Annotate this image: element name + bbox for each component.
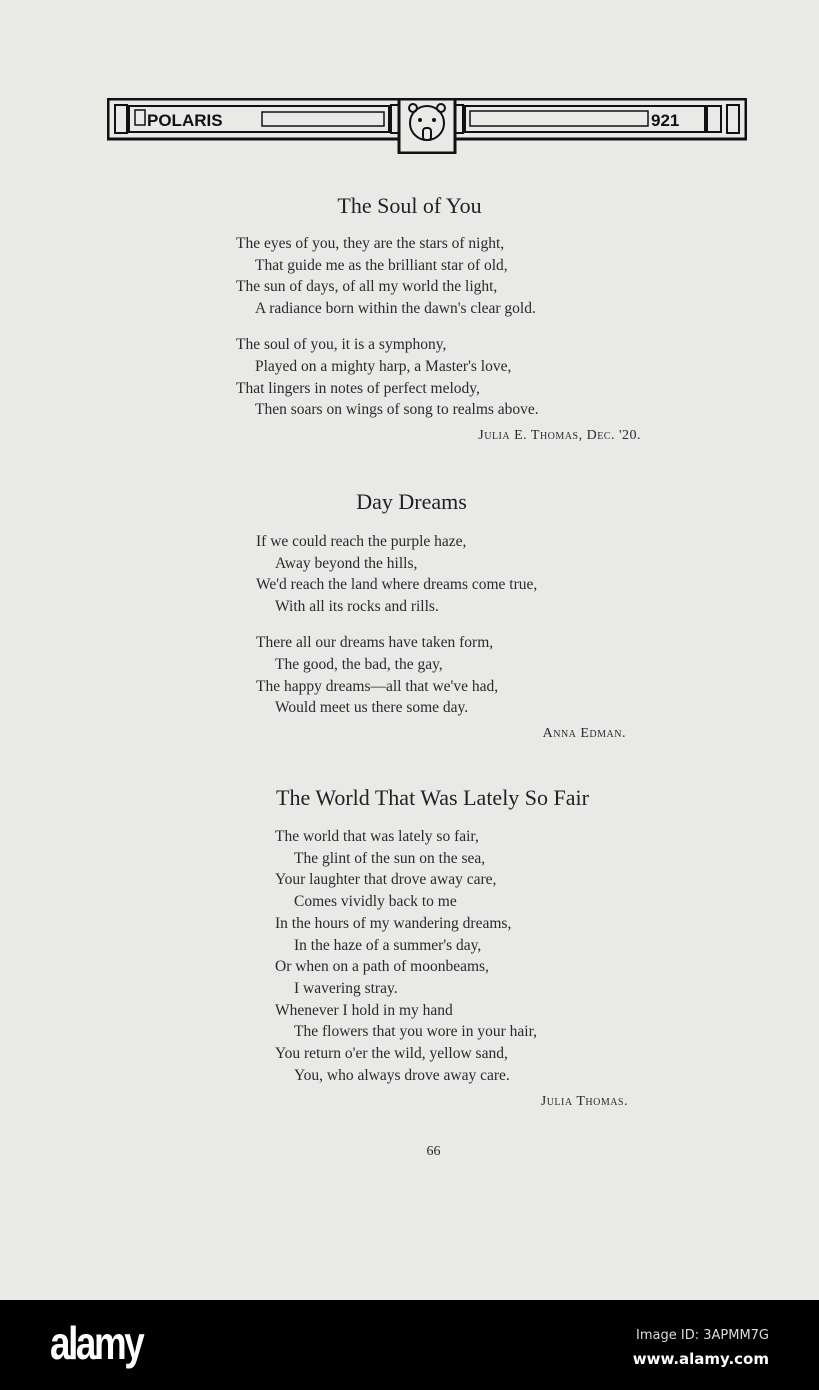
alamy-logo: alamy [50,1317,143,1369]
poem-line: Played on a mighty harp, a Master's love, [255,357,512,375]
poem-line: The eyes of you, they are the stars of night, [236,235,505,252]
poem-line: We'd reach the land where dreams come true, [256,576,538,594]
poem-line: Would meet us there some day. [275,699,469,717]
poem-body [275,826,537,1101]
poem-body [236,233,539,436]
poem-title: Day Dreams [356,489,467,514]
poem-line: Away beyond the hills, [275,554,418,572]
banner-title: POLARIS [147,111,223,130]
stanza [256,632,537,718]
poem-line: That lingers in notes of perfect melody, [236,379,480,397]
poem-line: That guide me as the brilliant star of old, [255,256,508,274]
watermark-footer [0,1300,819,1390]
poem-line: A radiance born within the dawn's clear gold. [255,299,536,317]
poem-author: Julia E. Thomas, Dec. '20. [478,428,641,443]
polaris-header-banner [107,98,747,154]
poem-line: You return o'er the wild, yellow sand, [275,1045,508,1063]
poem-line: Comes vividly back to me [294,893,457,911]
image-id: Image ID: 3APMM7G [636,1328,769,1343]
stanza [236,233,539,319]
stanza [275,826,537,1086]
poem-line: The world that was lately so fair, [275,828,479,845]
poem-line: Then soars on wings of song to realms above. [255,401,539,419]
site-url: www.alamy.com [632,1350,769,1368]
poem-line: In the haze of a summer's day, [294,936,482,954]
poem-line: With all its rocks and rills. [275,597,439,615]
poem-line: The flowers that you wore in your hair, [294,1023,538,1041]
poem-author: Julia Thomas. [540,1094,628,1109]
poem-line: Your laughter that drove away care, [275,871,497,889]
poem-title: The Soul of You [337,193,482,218]
poem-line: Whenever I hold in my hand [275,1001,453,1019]
poem-body [256,531,537,734]
poem-line: The good, the bad, the gay, [275,655,443,673]
poem-line: The sun of days, of all my world the light, [236,278,498,296]
poem-line: The happy dreams—all that we've had, [256,677,499,695]
page-number: 66 [426,1144,441,1159]
poem-line: The soul of you, it is a symphony, [236,336,447,354]
poem-line: If we could reach the purple haze, [256,533,467,550]
stanza [236,334,539,420]
poem-line: In the hours of my wandering dreams, [275,914,512,932]
poem-line: The glint of the sun on the sea, [294,849,486,867]
poem-line: There all our dreams have taken form, [256,634,494,652]
poem-line: Or when on a path of moonbeams, [275,958,489,976]
banner-year: 921 [651,111,680,130]
poem-line: I wavering stray. [294,979,398,997]
poem-author: Anna Edman. [542,726,626,741]
poem-title: The World That Was Lately So Fair [276,785,589,810]
poem-line: You, who always drove away care. [294,1066,510,1084]
stanza [256,531,537,617]
